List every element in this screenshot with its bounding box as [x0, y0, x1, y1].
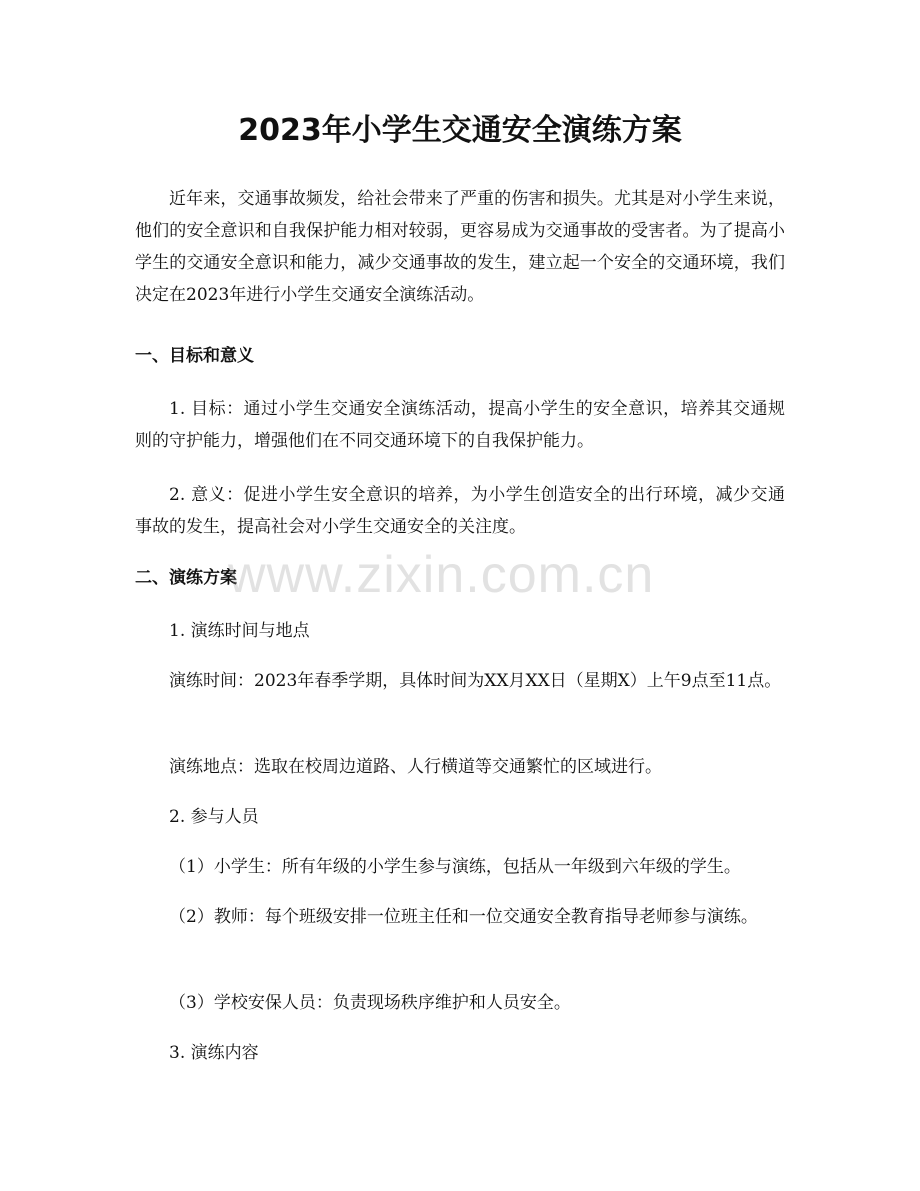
drill-time-paragraph: 演练时间：2023年春季学期，具体时间为XX月XX日（星期X）上午9点至11点。 [169, 671, 782, 691]
goal-paragraph: 1. 目标：通过小学生交通安全演练活动，提高小学生的安全意识，培养其交通规则的守护能力，增强他们在不同交通环境下的自我保护能力。 [135, 399, 785, 451]
plan-item-time-place: 1. 演练时间与地点 [169, 621, 310, 641]
watermark: www.zixin.com.cn [228, 546, 655, 604]
significance-paragraph: 2. 意义：促进小学生安全意识的培养，为小学生创造安全的出行环境，减少交通事故的发生，提高社会对小学生交通安全的关注度。 [135, 485, 785, 537]
section-heading-plan: 二、演练方案 [135, 568, 237, 588]
plan-item-participants: 2. 参与人员 [169, 807, 259, 827]
participants-students: （1）小学生：所有年级的小学生参与演练，包括从一年级到六年级的学生。 [169, 857, 741, 877]
section-heading-goals: 一、目标和意义 [135, 346, 254, 366]
participants-security: （3）学校安保人员：负责现场秩序维护和人员安全。 [169, 993, 571, 1013]
participants-teachers: （2）教师：每个班级安排一位班主任和一位交通安全教育指导老师参与演练。 [169, 907, 758, 927]
plan-item-content: 3. 演练内容 [169, 1043, 259, 1063]
intro-paragraph: 近年来，交通事故频发，给社会带来了严重的伤害和损失。尤其是对小学生来说，他们的安全意识和自我保护能力相对较弱，更容易成为交通事故的受害者。为了提高小学生的交通安全意识和能力，减少交通事故的发生，建立起一个安全的交通环境，我们决定在2023年进行小学生交通安全演练活动。 [135, 189, 785, 305]
document-title: 2023年小学生交通安全演练方案 [238, 113, 682, 148]
drill-place-paragraph: 演练地点：选取在校周边道路、人行横道等交通繁忙的区域进行。 [169, 757, 662, 777]
